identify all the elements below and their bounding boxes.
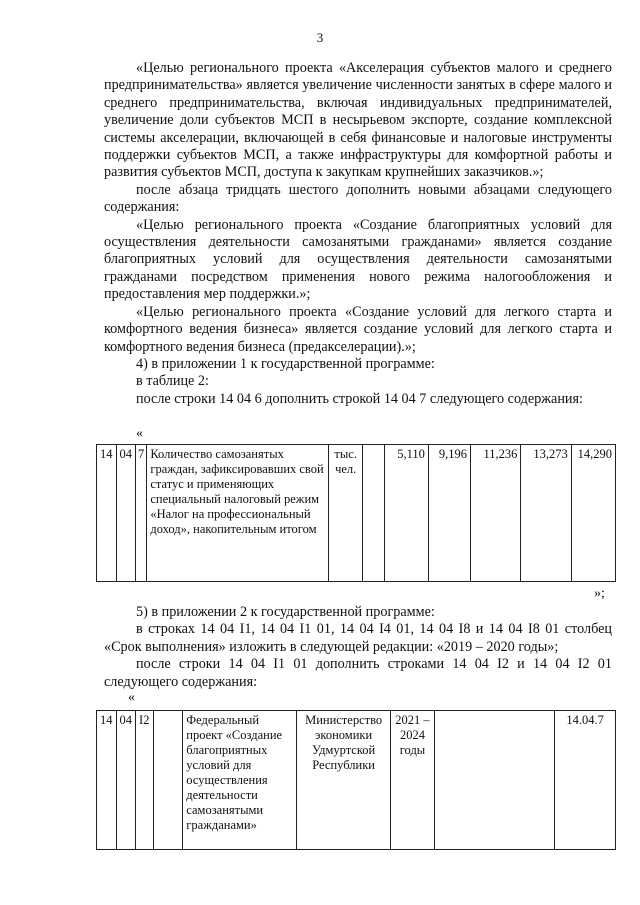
table-cell: I2 — [136, 711, 153, 850]
table-2 — [96, 710, 616, 850]
paragraph: «Целью регионального проекта «Создание благоприятных условий для осуществления деятельности самозанятыми гражданами» является создание благоприятных условий для осуществления деятельности самозанятыми гражданами посредством применения нового режима налогообложения и предоставления мер поддержки.»; — [104, 216, 612, 303]
table-cell-empty — [435, 711, 555, 850]
table-row — [97, 711, 616, 850]
table-cell: 7 — [136, 445, 147, 582]
table-cell-period: 2021 – 2024 годы — [390, 711, 434, 850]
open-quote: « — [136, 426, 143, 441]
table-cell-value: 14,290 — [571, 445, 615, 582]
close-quote: »; — [594, 586, 605, 601]
page-number: 3 — [316, 30, 324, 45]
table-cell: 04 — [116, 445, 136, 582]
paragraph: после строки 14 04 I1 01 дополнить строками 14 04 I2 и 14 04 I2 01 следующего содержания: — [104, 656, 612, 690]
paragraph: 5) в приложении 2 к государственной программе: — [136, 604, 435, 620]
table-cell-value: 13,273 — [521, 445, 571, 582]
paragraph: 4) в приложении 1 к государственной программе: — [136, 355, 435, 372]
table-cell-name: Количество самозанятых граждан, зафиксировавших свой статус и применяющих специальный налоговый режим «Налог на профессиональный доход», накопительным итогом — [147, 445, 329, 582]
open-quote: « — [128, 690, 135, 705]
paragraph: после абзаца тридцать шестого дополнить новыми абзацами следующего содержания: — [104, 181, 612, 216]
paragraph: «Целью регионального проекта «Акселерация субъектов малого и среднего предпринимательства» является увеличение численности занятых в сфере малого и среднего предпринимательства, включая индивидуальных предпринимателей, увеличение доли субъектов МСП в несырьевом экспорте, создание комплексной системы акселерации, включающей в себя финансовые и налоговые инструменты поддержки субъектов МСП, а также инфраструктуры для комфортной работы и развития субъектов МСП, доступа к закупкам крупнейших заказчиков.»; — [104, 60, 612, 181]
table-cell-unit: тыс. чел. — [329, 445, 363, 582]
table-cell-value: 9,196 — [428, 445, 470, 582]
table-cell-empty — [153, 711, 183, 850]
paragraph: в строках 14 04 I1, 14 04 I1 01, 14 04 I4 01, 14 04 I8 и 14 04 I8 01 столбец «Срок выполнения» изложить в следующей редакции: «2019 – 2020 годы»; — [104, 621, 612, 655]
table-1 — [96, 444, 616, 582]
paragraph: «Целью регионального проекта «Создание условий для легкого старта и комфортного ведения бизнеса» является создание условий для легкого старта и комфортного ведения бизнеса (предакселерации).»; — [104, 303, 612, 355]
table-row — [97, 445, 616, 582]
table-cell: 14 — [97, 711, 117, 850]
paragraph: после строки 14 04 6 дополнить строкой 14 04 7 следующего содержания: — [136, 390, 583, 407]
text-block-middle — [104, 604, 612, 691]
paragraph: в таблице 2: — [136, 373, 209, 390]
table-cell-executor: Министерство экономики Удмуртской Республики — [297, 711, 391, 850]
table-cell-ref: 14.04.7 — [555, 711, 616, 850]
table-cell-empty — [363, 445, 385, 582]
table-cell-name: Федеральный проект «Создание благоприятных условий для осуществления деятельности самозанятыми гражданами» — [183, 711, 297, 850]
table-cell-value: 5,110 — [384, 445, 428, 582]
table-cell-value: 11,236 — [471, 445, 521, 582]
text-block-top — [104, 60, 612, 408]
table-cell: 14 — [97, 445, 117, 582]
table-cell: 04 — [116, 711, 136, 850]
